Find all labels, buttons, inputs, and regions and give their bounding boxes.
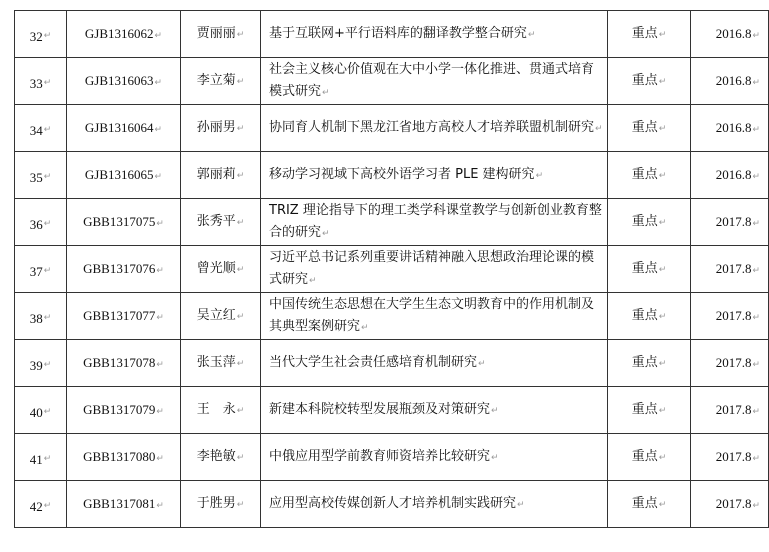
paragraph-mark-icon: ↵ [43,217,52,228]
paragraph-mark-icon: ↵ [658,264,667,275]
leader-name-cell [181,105,261,152]
project-code-text: GBB1317079 [83,401,156,417]
leader-name-text: 孙丽男 [196,119,236,135]
approval-date-text: 2016.8 [715,166,752,182]
paragraph-mark-icon: ↵ [752,264,760,275]
paragraph-mark-icon: ↵ [43,452,52,463]
paragraph-mark-icon: ↵ [236,452,245,463]
paragraph-mark-icon: ↵ [658,311,667,322]
project-title-cell [261,11,608,58]
project-title-cell [261,387,608,434]
leader-name-text: 曾光顺 [196,260,236,276]
paragraph-mark-icon: ↵ [236,499,245,510]
table-row [15,246,769,293]
row-number-cell [15,434,67,481]
paragraph-mark-icon: ↵ [752,499,760,510]
leader-name-text: 张秀平 [196,213,236,229]
project-level-text: 重点 [631,354,658,370]
row-number-cell [15,387,67,434]
paragraph-mark-icon: ↵ [752,358,760,369]
project-code-text: GJB1316062 [84,25,154,41]
approval-date-text: 2016.8 [715,72,752,88]
approval-date-text: 2017.8 [715,354,752,370]
paragraph-mark-icon: ↵ [43,29,52,40]
table-row [15,434,769,481]
leader-name-cell [181,340,261,387]
row-number-cell [15,481,67,528]
paragraph-mark-icon: ↵ [752,170,760,181]
row-number-text: 32 [29,28,43,44]
leader-name-text: 李艳敏 [196,448,236,464]
paragraph-mark-icon: ↵ [752,29,760,40]
paragraph-mark-icon: ↵ [322,228,330,239]
project-level-text: 重点 [631,495,658,511]
project-title-cell [261,199,608,246]
project-level-cell [608,246,691,293]
paragraph-mark-icon: ↵ [156,499,164,510]
paragraph-mark-icon: ↵ [491,405,499,416]
project-level-text: 重点 [631,72,658,88]
leader-name-cell [181,481,261,528]
row-number-text: 33 [29,75,43,91]
paragraph-mark-icon: ↵ [156,311,164,322]
row-number-text: 34 [29,122,43,138]
leader-name-cell [181,434,261,481]
paragraph-mark-icon: ↵ [156,405,164,416]
project-title-cell [261,105,608,152]
project-code-cell [67,481,181,528]
paragraph-mark-icon: ↵ [43,405,52,416]
paragraph-mark-icon: ↵ [658,123,667,134]
table-row [15,340,769,387]
project-title-cell [261,58,608,105]
table-row [15,152,769,199]
approval-date-cell [691,199,769,246]
project-level-cell [608,11,691,58]
table-row [15,58,769,105]
leader-name-text: 贾丽丽 [196,25,236,41]
leader-name-cell [181,293,261,340]
row-number-text: 41 [29,451,43,467]
paragraph-mark-icon: ↵ [236,264,245,275]
paragraph-mark-icon: ↵ [43,170,52,181]
paragraph-mark-icon: ↵ [752,452,760,463]
leader-name-text: 张玉萍 [196,354,236,370]
paragraph-mark-icon: ↵ [43,358,52,369]
paragraph-mark-icon: ↵ [752,217,760,228]
leader-name-text: 吴立红 [196,307,236,323]
project-code-cell [67,152,181,199]
project-title-text: TRIZ 理论指导下的理工类学科课堂教学与创新创业教育整合的研究 [269,202,602,240]
project-title-cell [261,340,608,387]
paragraph-mark-icon: ↵ [322,87,330,98]
project-code-cell [67,105,181,152]
paragraph-mark-icon: ↵ [156,358,164,369]
project-level-text: 重点 [631,166,658,182]
row-number-cell [15,246,67,293]
paragraph-mark-icon: ↵ [535,170,544,181]
paragraph-mark-icon: ↵ [236,123,245,134]
row-number-cell [15,58,67,105]
row-number-text: 38 [29,310,43,326]
paragraph-mark-icon: ↵ [236,311,245,322]
approval-date-text: 2017.8 [715,448,752,464]
leader-name-text: 王 永 [196,401,236,417]
project-level-cell [608,105,691,152]
paragraph-mark-icon: ↵ [658,499,667,510]
row-number-cell [15,293,67,340]
approval-date-text: 2017.8 [715,495,752,511]
project-code-text: GBB1317077 [83,307,156,323]
project-level-cell [608,293,691,340]
project-title-text: 中国传统生态思想在大学生生态文明教育中的作用机制及其典型案例研究 [269,296,595,334]
table-row [15,387,769,434]
paragraph-mark-icon: ↵ [752,123,760,134]
paragraph-mark-icon: ↵ [236,217,245,228]
approval-date-text: 2017.8 [715,260,752,276]
project-level-cell [608,152,691,199]
paragraph-mark-icon: ↵ [752,76,760,87]
project-code-text: GBB1317076 [83,260,156,276]
row-number-cell [15,105,67,152]
paragraph-mark-icon: ↵ [236,170,245,181]
paragraph-mark-icon: ↵ [156,452,164,463]
approval-date-cell [691,152,769,199]
row-number-text: 37 [29,263,43,279]
project-title-text: 习近平总书记系列重要讲话精神融入思想政治理论课的模式研究 [269,249,595,287]
project-level-text: 重点 [631,307,658,323]
approval-date-text: 2017.8 [715,213,752,229]
table-row [15,481,769,528]
project-level-text: 重点 [631,448,658,464]
paragraph-mark-icon: ↵ [43,311,52,322]
paragraph-mark-icon: ↵ [236,358,245,369]
project-code-cell [67,293,181,340]
paragraph-mark-icon: ↵ [236,76,245,87]
project-title-text: 移动学习视域下高校外语学习者 PLE 建构研究 [269,166,535,182]
row-number-cell [15,11,67,58]
leader-name-cell [181,387,261,434]
project-level-cell [608,340,691,387]
row-number-text: 36 [29,216,43,232]
paragraph-mark-icon: ↵ [658,217,667,228]
paragraph-mark-icon: ↵ [658,29,667,40]
paragraph-mark-icon: ↵ [517,499,525,510]
project-title-text: 应用型高校传媒创新人才培养机制实践研究 [269,495,517,511]
leader-name-text: 郭丽莉 [196,166,236,182]
leader-name-cell [181,199,261,246]
project-title-cell [261,152,608,199]
paragraph-mark-icon: ↵ [752,405,760,416]
project-level-cell [608,199,691,246]
project-title-text: 基于互联网+平行语料库的翻译教学整合研究 [269,25,527,41]
project-code-cell [67,199,181,246]
row-number-text: 40 [29,404,43,420]
approval-date-cell [691,434,769,481]
leader-name-cell [181,11,261,58]
approval-date-cell [691,105,769,152]
paragraph-mark-icon: ↵ [658,405,667,416]
paragraph-mark-icon: ↵ [658,170,667,181]
project-code-text: GJB1316065 [84,166,154,182]
row-number-text: 35 [29,169,43,185]
paragraph-mark-icon: ↵ [154,170,163,181]
project-table-body [15,11,769,528]
project-code-text: GJB1316064 [84,119,154,135]
approval-date-cell [691,387,769,434]
approval-date-text: 2017.8 [715,401,752,417]
approval-date-text: 2016.8 [715,25,752,41]
approval-date-cell [691,11,769,58]
approval-date-cell [691,481,769,528]
row-number-text: 39 [29,357,43,373]
paragraph-mark-icon: ↵ [658,76,667,87]
table-row [15,199,769,246]
leader-name-cell [181,58,261,105]
row-number-cell [15,340,67,387]
paragraph-mark-icon: ↵ [491,452,499,463]
paragraph-mark-icon: ↵ [43,264,52,275]
row-number-cell [15,152,67,199]
project-level-text: 重点 [631,119,658,135]
project-code-text: GBB1317081 [83,495,156,511]
table-row [15,293,769,340]
project-code-cell [67,434,181,481]
leader-name-cell [181,152,261,199]
approval-date-cell [691,293,769,340]
paragraph-mark-icon: ↵ [752,311,760,322]
paragraph-mark-icon: ↵ [527,29,536,40]
paragraph-mark-icon: ↵ [658,452,667,463]
project-code-text: GBB1317075 [83,213,156,229]
project-level-cell [608,387,691,434]
project-code-cell [67,11,181,58]
paragraph-mark-icon: ↵ [478,358,486,369]
project-code-cell [67,387,181,434]
project-level-text: 重点 [631,213,658,229]
project-title-cell [261,246,608,293]
project-level-cell [608,58,691,105]
approval-date-cell [691,340,769,387]
paragraph-mark-icon: ↵ [595,123,603,134]
project-title-text: 协同育人机制下黑龙江省地方高校人才培养联盟机制研究 [269,119,595,135]
approval-date-text: 2016.8 [715,119,752,135]
approval-date-text: 2017.8 [715,307,752,323]
paragraph-mark-icon: ↵ [156,217,164,228]
project-title-text: 新建本科院校转型发展瓶颈及对策研究 [269,401,491,417]
project-table [14,10,769,528]
leader-name-text: 于胜男 [196,495,236,511]
paragraph-mark-icon: ↵ [236,29,245,40]
paragraph-mark-icon: ↵ [156,264,164,275]
project-code-text: GBB1317080 [83,448,156,464]
project-code-text: GJB1316063 [84,72,154,88]
project-title-cell [261,481,608,528]
project-title-text: 中俄应用型学前教育师资培养比较研究 [269,448,491,464]
paragraph-mark-icon: ↵ [309,275,317,286]
paragraph-mark-icon: ↵ [43,499,52,510]
leader-name-cell [181,246,261,293]
paragraph-mark-icon: ↵ [154,76,163,87]
project-level-cell [608,481,691,528]
project-title-cell [261,434,608,481]
paragraph-mark-icon: ↵ [658,358,667,369]
approval-date-cell [691,246,769,293]
paragraph-mark-icon: ↵ [154,29,163,40]
project-title-text: 社会主义核心价值观在大中小学一体化推进、贯通式培育模式研究 [269,61,595,99]
approval-date-cell [691,58,769,105]
project-level-cell [608,434,691,481]
paragraph-mark-icon: ↵ [43,76,52,87]
paragraph-mark-icon: ↵ [43,123,52,134]
project-code-cell [67,246,181,293]
leader-name-text: 李立菊 [196,72,236,88]
project-level-text: 重点 [631,401,658,417]
project-level-text: 重点 [631,25,658,41]
paragraph-mark-icon: ↵ [361,322,369,333]
project-code-text: GBB1317078 [83,354,156,370]
project-code-cell [67,58,181,105]
table-row [15,105,769,152]
project-title-cell [261,293,608,340]
project-title-text: 当代大学生社会责任感培育机制研究 [269,354,478,370]
table-row [15,11,769,58]
row-number-cell [15,199,67,246]
row-number-text: 42 [29,498,43,514]
project-level-text: 重点 [631,260,658,276]
project-code-cell [67,340,181,387]
paragraph-mark-icon: ↵ [154,123,163,134]
paragraph-mark-icon: ↵ [236,405,245,416]
